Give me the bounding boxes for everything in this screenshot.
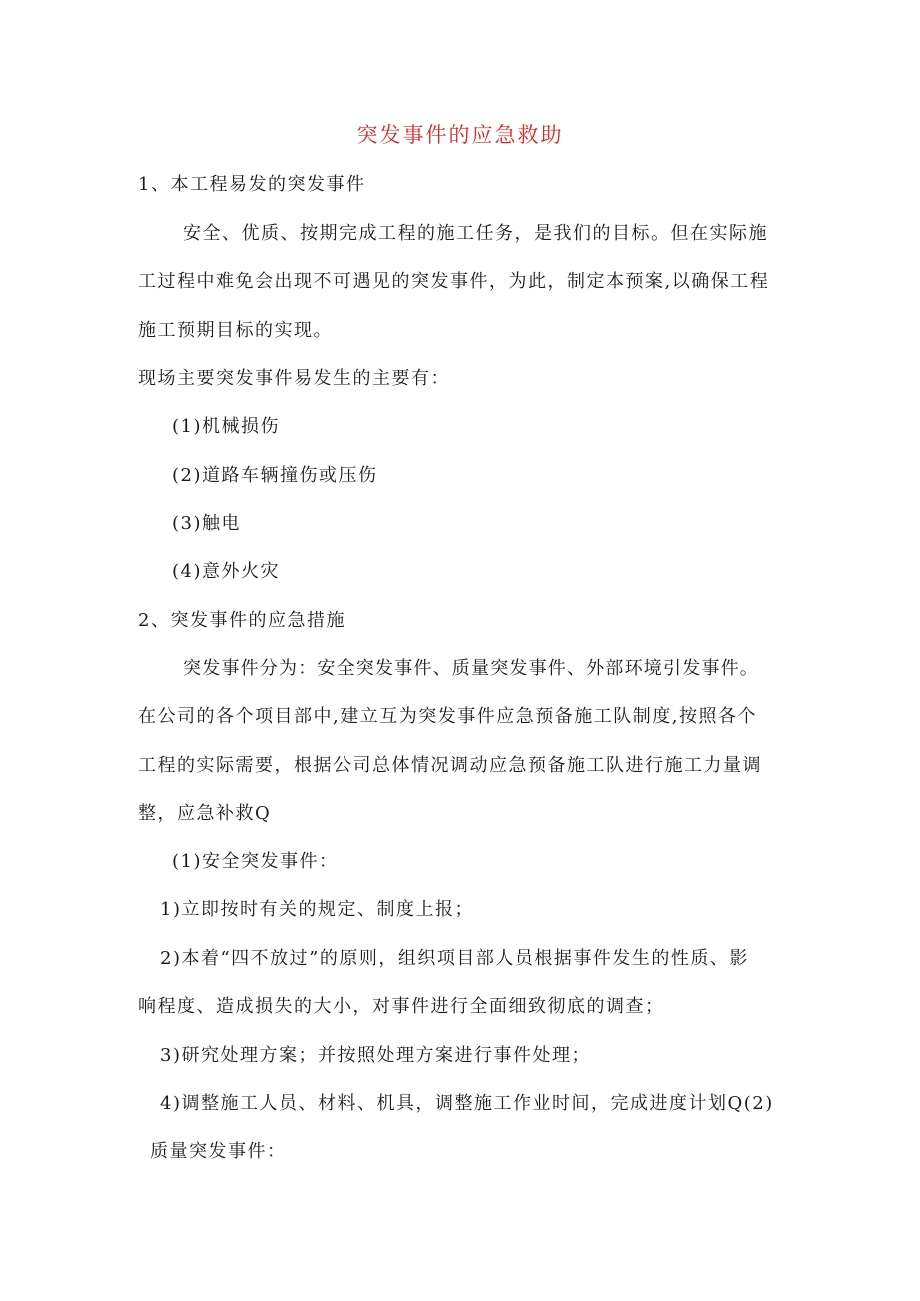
section2-paragraph-line: 整，应急补救Q (138, 803, 272, 824)
document-title: 突发事件的应急救助 (356, 123, 564, 147)
section1-intro: 现场主要突发事件易发生的主要有： (138, 368, 450, 389)
list-item: (3)触电 (172, 513, 241, 534)
section1-heading: 1、本工程易发的突发事件 (138, 174, 366, 195)
step-item: 1)立即按时有关的规定、制度上报； (160, 899, 474, 920)
section1-paragraph-line: 安全、优质、按期完成工程的施工任务，是我们的目标。但在实际施 (183, 223, 768, 244)
section1-paragraph-line: 施工预期目标的实现。 (138, 320, 333, 341)
step-item: 4)调整施工人员、材料、机具，调整施工作业时间，完成进度计划Q(2) (160, 1093, 774, 1114)
subsection-heading: (1)安全突发事件： (172, 851, 339, 872)
list-item: (2)道路车辆撞伤或压伤 (172, 465, 378, 486)
list-item: (4)意外火灾 (172, 561, 280, 582)
step-item: 3)研究处理方案；并按照处理方案进行事件处理； (160, 1045, 591, 1066)
section1-paragraph-line: 工过程中难免会出现不可遇见的突发事件，为此，制定本预案,以确保工程 (138, 271, 770, 292)
step-item: 响程度、造成损失的大小，对事件进行全面细致彻底的调查； (138, 996, 665, 1017)
section2-paragraph-line: 工程的实际需要，根据公司总体情况调动应急预备施工队进行施工力量调 (138, 755, 762, 776)
step-item: 质量突发事件： (150, 1141, 287, 1162)
list-item: (1)机械损伤 (172, 416, 280, 437)
step-item: 2)本着“四不放过”的原则，组织项目部人员根据事件发生的性质、影 (160, 948, 749, 969)
section2-heading: 2、突发事件的应急措施 (138, 610, 346, 631)
section2-paragraph-line: 在公司的各个项目部中,建立互为突发事件应急预备施工队制度,按照各个 (138, 706, 757, 727)
section2-paragraph-line: 突发事件分为：安全突发事件、质量突发事件、外部环境引发事件。 (183, 658, 759, 679)
